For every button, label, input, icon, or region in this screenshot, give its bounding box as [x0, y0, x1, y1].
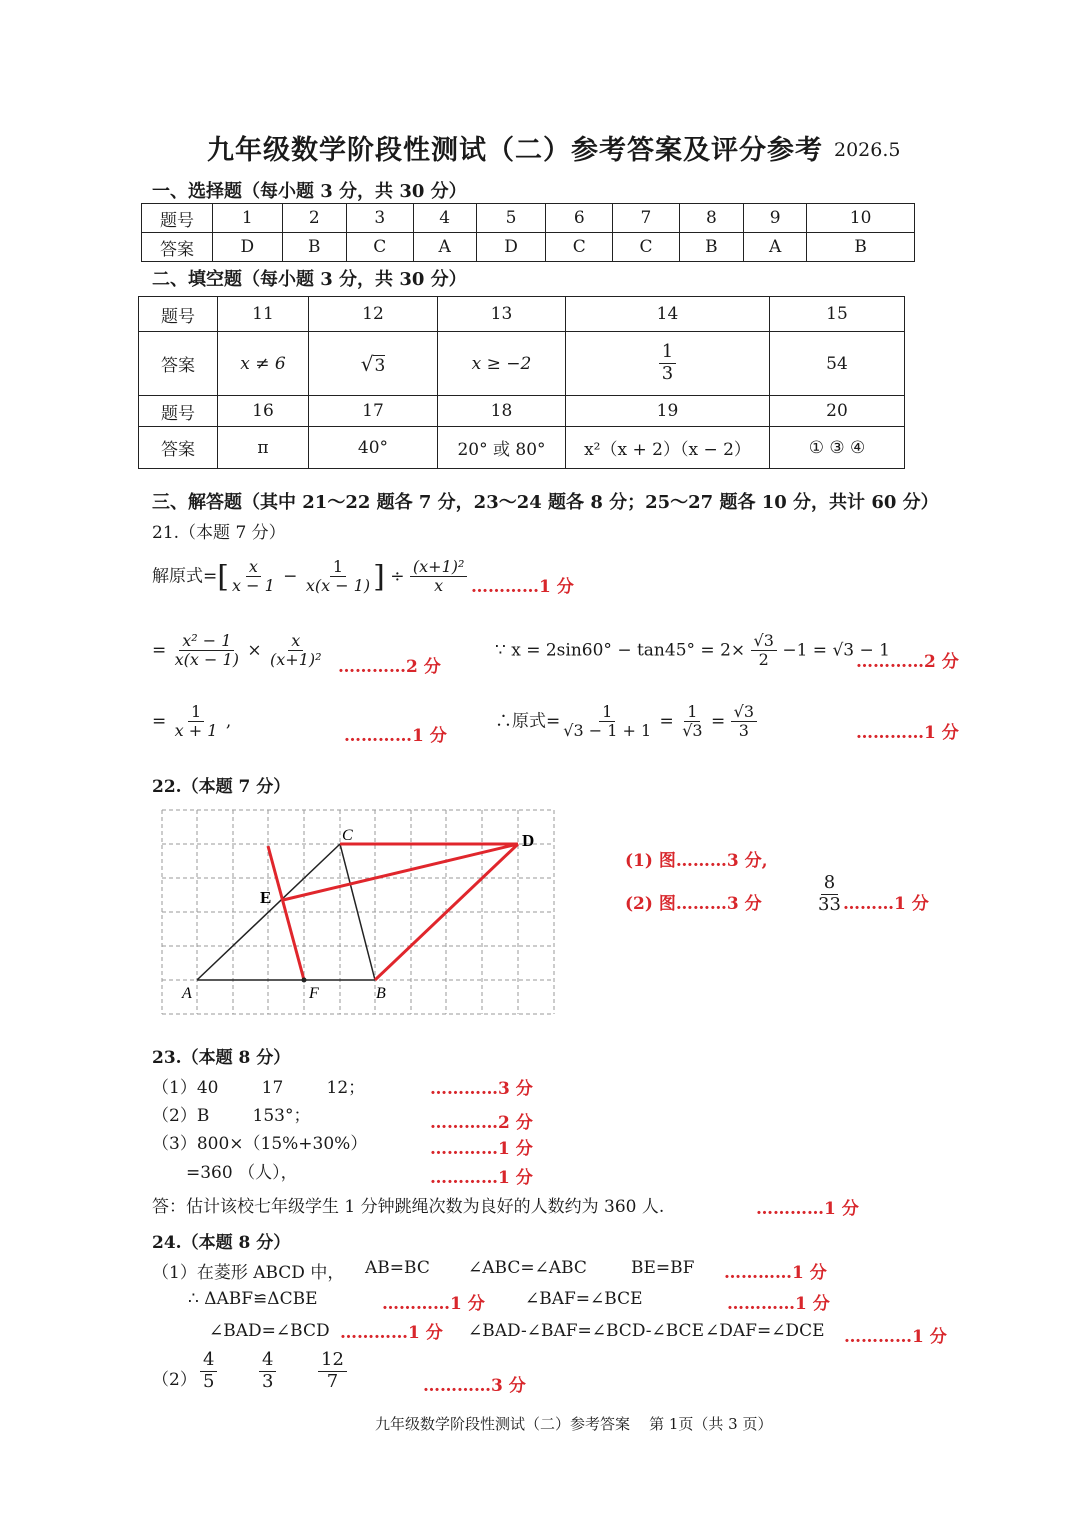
q-number: 10 [807, 204, 915, 233]
q-number: 12 [309, 297, 438, 332]
section2-heading: 二、填空题（每小题 3 分，共 30 分） [152, 269, 467, 290]
choice-answer: D [213, 233, 283, 262]
label-e: E [260, 888, 272, 907]
answer-q14: $\frac{1}{3}$ [566, 332, 770, 396]
answer-q18: 20° 或 80° [438, 427, 566, 469]
label-f: F [309, 985, 319, 1002]
label-a: A [182, 985, 192, 1002]
q-number: 18 [438, 396, 566, 427]
row-label: 题号 [139, 396, 218, 427]
q23-score-1: …………3 分 [430, 1079, 533, 1099]
q24-p2: （2） [152, 1370, 197, 1390]
choice-answer: C [613, 233, 680, 262]
q21-x-line: ∵ x = 2sin60° − tan45° = 2× [495, 640, 746, 661]
q23-line1: （1）40 17 12； [152, 1078, 366, 1098]
section3-heading: 三、解答题（其中 21～22 题各 7 分，23～24 题各 8 分；25～27 题各 10 分，共计 60 分） [152, 492, 939, 513]
q22-score-3: ………1 分 [843, 894, 929, 914]
q23-answer: 答：估计该校七年级学生 1 分钟跳绳次数为良好的人数约为 360 人. [152, 1197, 665, 1217]
q24-score-4: …………1 分 [340, 1323, 443, 1343]
q-number: 13 [438, 297, 566, 332]
q-number: 14 [566, 297, 770, 332]
q24-l1b: AB=BC [365, 1258, 430, 1278]
q-number: 7 [613, 204, 680, 233]
q21-score-4: …………1 分 [344, 726, 447, 746]
row-label: 题号 [139, 297, 218, 332]
exam-date: 2026.5 [834, 139, 901, 161]
choice-answer: A [413, 233, 476, 262]
q23-line4: =360 （人）， [186, 1163, 298, 1183]
fill-answer-table [138, 296, 905, 469]
answer-q12: √3 [309, 332, 438, 396]
q23-line2: （2）B 153°； [152, 1106, 311, 1126]
q23-line3: （3）800×（15%+30%） [152, 1134, 368, 1154]
answer-q17: 40° [309, 427, 438, 469]
answer-q20: ① ③ ④ [770, 427, 905, 469]
q-number: 16 [218, 396, 309, 427]
q21-prefix: 解原式= [152, 566, 218, 587]
q21-result: ∴原式= $\frac{1}{√3 - 1 + 1}$ = $\frac{1}{√3}$ = $\frac{√3}{3}$ [495, 703, 757, 741]
q21-score-1: …………1 分 [471, 577, 574, 597]
q-number: 3 [346, 204, 413, 233]
q21-score-5: …………1 分 [856, 723, 959, 743]
q21-x-value: ∵ x = 2sin60° − tan45° = 2× $\frac{√3}{2}$ −1 = √3 − 1 [495, 631, 890, 670]
label-c: C [342, 827, 353, 844]
answer-q13: x ≥ −2 [438, 332, 566, 396]
q22-heading: 22.（本题 7 分） [152, 777, 291, 797]
q21-score-3: …………2 分 [856, 652, 959, 672]
choice-answer: B [282, 233, 346, 262]
page-title: 九年级数学阶段性测试（二）参考答案及评分参考 [207, 135, 823, 166]
q21-x-tail: −1 = √3 − 1 [782, 640, 890, 661]
choice-answer: D [476, 233, 546, 262]
q24-score-2: …………1 分 [382, 1294, 485, 1314]
q22-score-1: (1) 图………3 分, [625, 851, 768, 871]
row-label: 答案 [139, 427, 218, 469]
q24-score-3: …………1 分 [727, 1294, 830, 1314]
q24-l2a: ∴ ΔABF≌ΔCBE [188, 1289, 318, 1309]
q-number: 17 [309, 396, 438, 427]
choice-answer-table [141, 203, 915, 262]
choice-answer: B [807, 233, 915, 262]
choice-answer: C [546, 233, 613, 262]
q24-score-1: …………1 分 [724, 1263, 827, 1283]
q23-score-3: …………1 分 [430, 1139, 533, 1159]
q21-heading: 21.（本题 7 分） [152, 523, 286, 543]
q24-l3b: ∠BAD-∠BAF=∠BCD-∠BCE [468, 1321, 704, 1341]
q-number: 19 [566, 396, 770, 427]
q22-answer-fraction: $\frac{8}{33}$ [818, 872, 841, 915]
q23-score-5: …………1 分 [756, 1199, 859, 1219]
page-footer: 九年级数学阶段性测试（二）参考答案 第 1页（共 3 页） [375, 1415, 773, 1433]
q-number: 8 [679, 204, 743, 233]
q24-frac-3: $\frac{12}{7}$ [318, 1350, 347, 1392]
q21-step2: = $\frac{\text{x² − 1}}{x(x - 1)}$ × $\frac{x}{\text{(x+1)²}}$ [152, 631, 322, 670]
label-d: D [522, 831, 535, 850]
q24-l2b: ∠BAF=∠BCE [525, 1289, 643, 1309]
answer-q15: 54 [770, 332, 905, 396]
choice-answer: C [346, 233, 413, 262]
answer-q11: x ≠ 6 [218, 332, 309, 396]
row-label: 答案 [139, 332, 218, 396]
q24-l3c: ∠DAF=∠DCE [705, 1321, 825, 1341]
q-number: 6 [546, 204, 613, 233]
q-number: 2 [282, 204, 346, 233]
choice-answer: B [679, 233, 743, 262]
q-number: 1 [213, 204, 283, 233]
q21-score-2: …………2 分 [338, 657, 441, 677]
row-label: 题号 [142, 204, 213, 233]
q24-frac-2: $\frac{4}{3}$ [259, 1350, 276, 1392]
answer-q19: x²（x + 2）（x − 2） [566, 427, 770, 469]
choice-answer: A [744, 233, 807, 262]
q24-heading: 24.（本题 8 分） [152, 1233, 291, 1253]
q23-score-4: …………1 分 [430, 1168, 533, 1188]
label-b: B [376, 985, 386, 1002]
point-f [302, 978, 307, 983]
q24-l3a: ∠BAD=∠BCD [209, 1321, 330, 1341]
q-number: 15 [770, 297, 905, 332]
q24-l1d: BE=BF [631, 1258, 695, 1278]
q-number: 9 [744, 204, 807, 233]
q24-l1a: （1）在菱形 ABCD 中， [152, 1263, 345, 1283]
q23-heading: 23.（本题 8 分） [152, 1048, 291, 1068]
q-number: 4 [413, 204, 476, 233]
section1-heading: 一、选择题（每小题 3 分，共 30 分） [152, 181, 467, 202]
q-number: 11 [218, 297, 309, 332]
q22-grid-figure [160, 808, 556, 1018]
q21-result-label: ∴原式= [495, 711, 561, 732]
row-label: 答案 [142, 233, 213, 262]
q-number: 20 [770, 396, 905, 427]
q24-score-6: …………3 分 [423, 1376, 526, 1396]
q24-l1c: ∠ABC=∠ABC [468, 1258, 587, 1278]
q24-score-5: …………1 分 [844, 1327, 947, 1347]
q-number: 5 [476, 204, 546, 233]
q21-step3: = $\frac{1}{x + 1}$ , [152, 702, 232, 741]
q24-frac-1: $\frac{4}{5}$ [200, 1350, 217, 1392]
q21-step1: 解原式=[ $\frac{x}{x - 1}$ − $\frac{1}{x(x - 1)}$ ] ÷ $\frac{\text{(x+1)²}}{x}$ [152, 558, 467, 596]
q22-score-2: (2) 图………3 分 [625, 894, 762, 914]
q23-score-2: …………2 分 [430, 1113, 533, 1133]
answer-q16: π [218, 427, 309, 469]
